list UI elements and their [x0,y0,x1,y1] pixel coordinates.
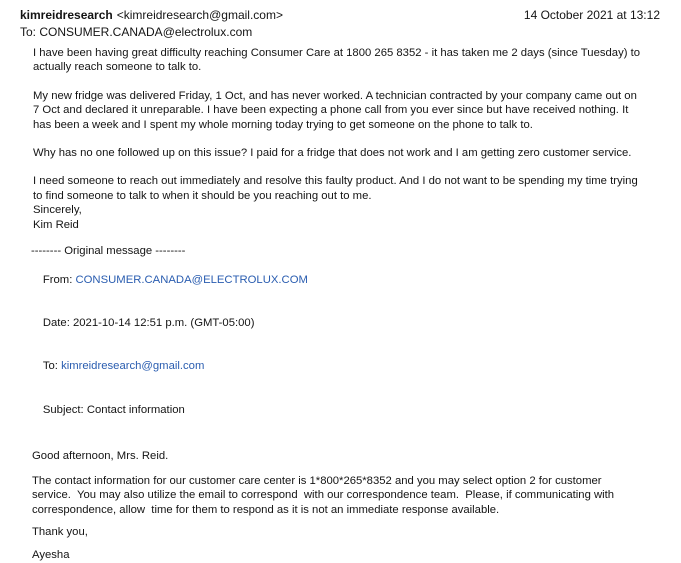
text-line: 7 Oct and declared it unreparable. I have been expecting a phone call from you ever since but have received nothing. It [33,104,629,117]
date-label: Date: [42,317,73,330]
from-email-link[interactable]: CONSUMER.CANADA@ELECTROLUX.COM [75,273,308,286]
signoff: Sincerely, [33,204,82,217]
from-label: From: [42,273,76,286]
text-line: I have been having great difficulty reaching Consumer Care at 1800 265 8352 - it has taken me 2 days (since Tuesday) to [33,47,641,59]
sender-line [20,7,283,24]
text-line: I need someone to reach out immediately and resolve this faulty product. And I do not want to be spending my time trying [33,175,638,188]
text-line: Why has no one followed up on this issue? I paid for a fridge that does not work and I am getting zero customer service. [33,147,632,160]
reply-paragraph-3 [33,146,660,160]
signature-ayesha: Ayesha [32,549,70,562]
text-line: actually reach someone to talk to. [33,61,202,74]
recipient-line [20,24,283,41]
sender-email: <kimreidresearch@gmail.com> [116,8,283,22]
text-line: service. You may also utilize the email to correspond with our correspondence team. Please, if communicating with [32,489,615,502]
text-line: My new fridge was delivered Friday, 1 Oct, and has never worked. A technician contracted by your company came out on [33,89,637,102]
text-line: has been a week and I spent my whole morning today trying to get someone on the phone to talk to. [33,118,533,131]
greeting: Good afternoon, Mrs. Reid. [32,450,169,463]
original-message-header [24,244,660,431]
reply-message-body [33,46,660,232]
original-from-line [24,258,660,301]
original-date-line [24,302,660,345]
reply-paragraph-4 [33,174,660,232]
signature-kim-reid: Kim Reid [33,218,79,231]
recipient-address: CONSUMER.CANADA@electrolux.com [39,25,253,39]
reply-paragraph-2 [33,89,660,132]
text-line: correspondence, allow time for them to respond as it is not an immediate response available. [32,503,500,516]
email-header-left [20,7,283,41]
email-date: 14 October 2021 at 13:12 [523,8,660,22]
original-paragraph [32,474,660,517]
subject-label: Subject: [42,403,87,416]
sender-name: kimreidresearch [20,8,113,22]
original-subject-line [24,388,660,431]
original-to-line [24,345,660,388]
text-line: The contact information for our customer care center is 1*800*265*8352 and you may select option 2 for customer [32,474,602,487]
email-header [20,7,660,41]
original-subject-value: Contact information [86,403,185,416]
text-line: to find someone to talk to when it should be you reaching out to me. [33,189,372,202]
thanks-line: Thank you, [32,525,88,538]
to-label: To: [42,360,62,373]
original-message-body [32,449,660,562]
to-email-link[interactable]: kimreidresearch@gmail.com [61,360,205,373]
to-label: To: [20,25,40,39]
original-date-value: 2021-10-14 12:51 p.m. (GMT-05:00) [72,317,255,330]
original-message-divider: -------- Original message -------- [31,245,186,258]
reply-paragraph-1 [33,46,660,75]
